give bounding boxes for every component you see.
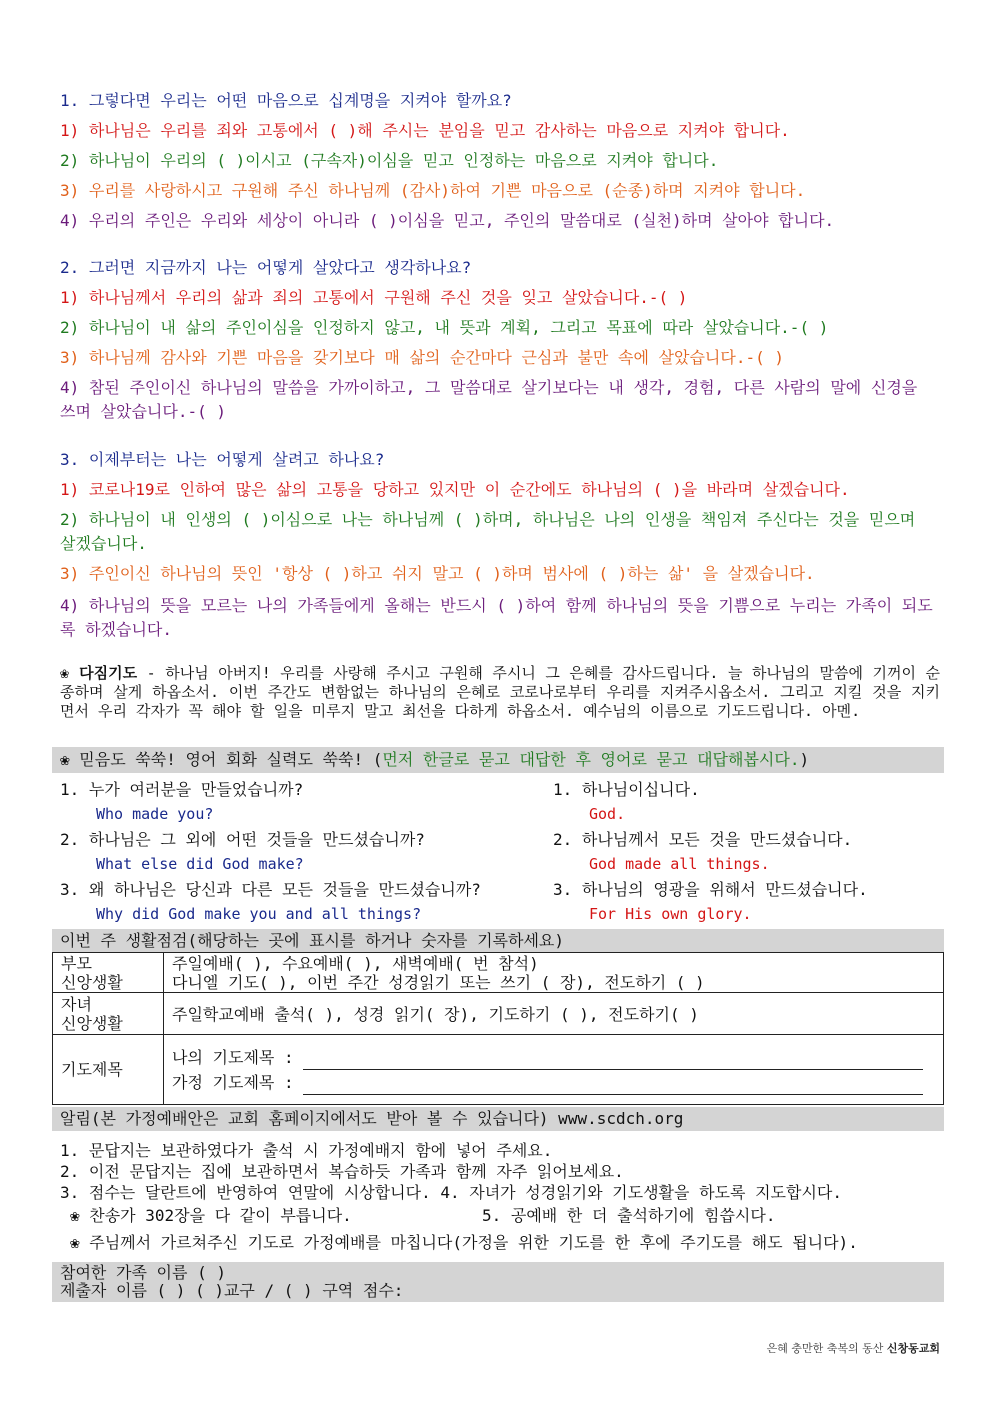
family-prayer-field[interactable]: [303, 1078, 923, 1095]
section-2-heading: 2. 그러면 지금까지 나는 어떻게 살았다고 생각하나요?: [60, 258, 472, 277]
notice-line-5: 5. 공예배 한 더 출석하기에 힘씁시다.: [482, 1206, 776, 1225]
hymn-line: [70, 1205, 940, 1226]
section-3-item-3: 3) 주인이신 하나님의 뜻인 '항상 ( )하고 쉬지 말고 ( )하며 범사에 ( )하는 삶' 을 살겠습니다.: [60, 564, 815, 583]
question-1: 1. 누가 여러분을 만들었습니까?: [60, 780, 304, 799]
conversation-title: 믿음도 쑥쑥! 영어 회화 실력도 쑥쑥! (: [79, 750, 383, 769]
child-faith-cell[interactable]: 주일학교예배 출석( ), 성경 읽기( 장), 기도하기 ( ), 전도하기( ): [164, 993, 944, 1035]
section-3-item-2: 2) 하나님이 내 인생의 ( )이심으로 나는 하나님께 ( )하며, 하나님은 나의 인생을 책임져 주신다는 것을 믿으며 살겠습니다.: [60, 510, 916, 553]
prayer-topic-label: 기도제목: [53, 1035, 164, 1105]
life-check-header: 이번 주 생활점검(해당하는 곳에 표시를 하거나 숫자를 기록하세요): [52, 929, 944, 952]
question-2: 2. 하나님은 그 외에 어떤 것들을 만드셨습니까?: [60, 830, 425, 849]
answer-1-en: God.: [589, 805, 626, 823]
church-signature: [767, 1340, 940, 1356]
church-motto: 은혜 충만한 축복의 동산: [766, 1342, 887, 1355]
section-3-item-1: 1) 코로나19로 인하여 많은 삶의 고통을 당하고 있지만 이 순간에도 하나님의 ( )을 바라며 살겠습니다.: [60, 480, 850, 499]
question-2-en: What else did God make?: [96, 855, 304, 873]
parent-faith-line-2: 다니엘 기도( ), 이번 주간 성경읽기 또는 쓰기 ( 장), 전도하기 ( ): [172, 972, 705, 992]
notice-list: [60, 1140, 940, 1253]
child-label: 자녀 신앙생활: [53, 993, 164, 1035]
my-prayer-row[interactable]: 나의 기도제목 :: [172, 1045, 935, 1070]
pledge-prayer-title: 다짐기도: [79, 664, 138, 682]
question-1-en: Who made you?: [96, 805, 214, 823]
family-submit-form: [52, 1262, 944, 1302]
section-1: [60, 86, 940, 236]
table-row: [53, 1035, 944, 1105]
answer-2-en: God made all things.: [589, 855, 770, 873]
parent-faith-line-1: 주일예배( ), 수요예배( ), 새벽예배( 번 참석): [172, 953, 539, 973]
notice-line-1: 1. 문답지는 보관하였다가 출석 시 가정예배지 함에 넣어 주세요.: [60, 1141, 553, 1160]
conversation-instruction: 먼저 한글로 묻고 대답한 후 영어로 묻고 대답해봅시다.: [382, 750, 800, 769]
answer-3-en: For His own glory.: [589, 905, 752, 923]
section-2-item-3: 3) 하나님께 감사와 기쁜 마음을 갖기보다 매 삶의 순간마다 근심과 불만 속에 살았습니다.-( ): [60, 348, 784, 367]
pledge-prayer: [60, 664, 940, 721]
hymn-text: ❀ 찬송가 302장을 다 같이 부릅니다.: [70, 1206, 352, 1225]
section-1-heading: 1. 그렇다면 우리는 어떤 마음으로 십계명을 지켜야 할까요?: [60, 91, 512, 110]
parent-label: 부모 신앙생활: [53, 953, 164, 993]
my-prayer-field[interactable]: [303, 1053, 923, 1070]
section-2-item-1: 1) 하나님께서 우리의 삶과 죄의 고통에서 구원해 주신 것을 잊고 살았습니다.-( ): [60, 288, 688, 307]
notice-header: 알림(본 가정예배안은 교회 홈페이지에서도 받아 볼 수 있습니다) www.scdch.org: [52, 1107, 944, 1131]
notice-line-3: 3. 점수는 달란트에 반영하여 연말에 시상합니다. 4. 자녀가 성경읽기와 기도생활을 하도록 지도합시다.: [60, 1183, 842, 1202]
prayer-topic-cell: [164, 1035, 944, 1105]
section-3-item-4: 4) 하나님의 뜻을 모르는 나의 가족들에게 올해는 반드시 ( )하여 함께 하나님의 뜻을 기쁨으로 누리는 가족이 되도록 하겠습니다.: [60, 596, 933, 639]
section-2: [60, 253, 940, 424]
table-row: [53, 953, 944, 993]
section-2-item-2: 2) 하나님이 내 삶의 주인이심을 인정하지 않고, 내 뜻과 계획, 그리고 목표에 따라 살았습니다.-( ): [60, 318, 829, 337]
family-prayer-row[interactable]: 가정 기도제목 :: [172, 1070, 935, 1095]
submitter-field[interactable]: 제출자 이름 ( ) ( )교구 / ( ) 구역 점수:: [60, 1281, 404, 1300]
answer-2: 2. 하나님께서 모든 것을 만드셨습니다.: [553, 830, 853, 849]
flower-icon: ❀: [60, 664, 70, 682]
section-3-heading: 3. 이제부터는 나는 어떻게 살려고 하나요?: [60, 450, 385, 469]
church-name: 신창동교회: [886, 1342, 940, 1355]
section-1-item-2: 2) 하나님이 우리의 ( )이시고 (구속자)이심을 믿고 인정하는 마음으로 지켜야 합니다.: [60, 151, 719, 170]
question-3-en: Why did God make you and all things?: [96, 905, 422, 923]
answer-3: 3. 하나님의 영광을 위해서 만드셨습니다.: [553, 880, 868, 899]
section-1-item-3: 3) 우리를 사랑하시고 구원해 주신 하나님께 (감사)하여 기쁜 마음으로 (순종)하며 지켜야 합니다.: [60, 181, 806, 200]
pledge-prayer-text: - 하나님 아버지! 우리를 사랑해 주시고 구원해 주시니 그 은혜를 감사드립니다. 늘 하나님의 말씀에 기꺼이 순종하며 살게 하옵소서. 이번 주간도 변함없는 하나님의 은혜로 코로나로부터 우리를 지켜주시옵소서. 그리고 지킬 것을 지키면서 우리 각자가 꼭 해야 할 일을 미루지 말고 최선을 다하게 하옵소서. 예수님의 이름으로 기도드립니다. 아멘.: [60, 664, 941, 720]
question-3: 3. 왜 하나님은 당신과 다른 모든 것들을 만드셨습니까?: [60, 880, 481, 899]
section-1-item-4: 4) 우리의 주인은 우리와 세상이 아니라 ( )이심을 믿고, 주인의 말씀대로 (실천)하며 살아야 합니다.: [60, 211, 835, 230]
flower-icon: ❀: [60, 750, 70, 769]
family-names-field[interactable]: 참여한 가족 이름 ( ): [60, 1263, 226, 1282]
answer-1: 1. 하나님이십니다.: [553, 780, 700, 799]
parent-faith-cell[interactable]: [164, 953, 944, 993]
section-1-item-1: 1) 하나님은 우리를 죄와 고통에서 ( )해 주시는 분임을 믿고 감사하는 마음으로 지켜야 합니다.: [60, 121, 790, 140]
conversation-close: ): [799, 750, 810, 769]
section-2-item-4: 4) 참된 주인이신 하나님의 말씀을 가까이하고, 그 말씀대로 살기보다는 내 생각, 경험, 다른 사람의 말에 신경을 쓰며 살았습니다.-( ): [60, 378, 918, 421]
closing-line: ❀ 주님께서 가르쳐주신 기도로 가정예배를 마칩니다(가정을 위한 기도를 한 후에 주기도를 해도 됩니다).: [70, 1233, 858, 1252]
life-check-table: [52, 952, 944, 1105]
table-row: [53, 993, 944, 1035]
section-3: [60, 445, 940, 642]
notice-line-2: 2. 이전 문답지는 집에 보관하면서 복습하듯 가족과 함께 자주 읽어보세요.: [60, 1162, 624, 1181]
conversation-header: [52, 747, 944, 773]
